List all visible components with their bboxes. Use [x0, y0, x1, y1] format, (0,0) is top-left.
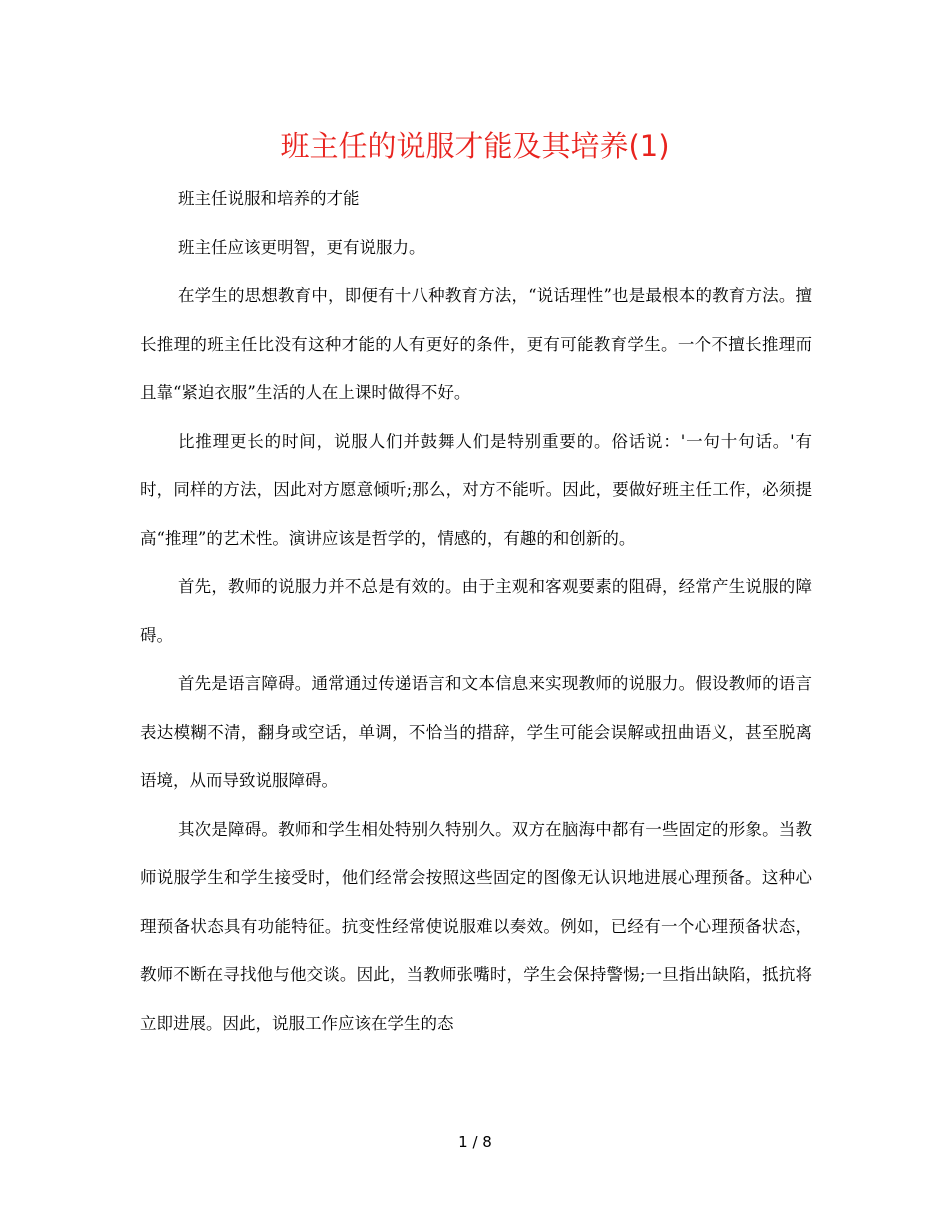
- paragraph: 比推理更长的时间，说服人们并鼓舞人们是特别重要的。俗话说：'一句十句话。'有时，同样的方法，因此对方愿意倾听;那么，对方不能听。因此，要做好班主任工作，必须提高“推理”的艺术性。演讲应该是哲学的，情感的，有趣的和创新的。: [140, 431, 812, 548]
- paragraph: 在学生的思想教育中，即便有十八种教育方法，“说话理性”也是最根本的教育方法。擅长推理的班主任比没有这种才能的人有更好的条件，更有可能教育学生。一个不擅长推理而且靠“紧迫衣服”生活的人在上课时做得不好。: [140, 286, 812, 402]
- paragraph: 首先，教师的说服力并不总是有效的。由于主观和客观要素的阻碍，经常产生说服的障碍。: [140, 577, 812, 645]
- paragraph: 班主任应该更明智，更有说服力。: [177, 237, 426, 257]
- document-body: [140, 175, 812, 1048]
- page-number: 1 / 8: [458, 1133, 492, 1151]
- paragraph: 班主任说服和培养的才能: [177, 189, 360, 208]
- paragraph: 首先是语言障碍。通常通过传递语言和文本信息来实现教师的说服力。假设教师的语言表达模糊不清，翻身或空话，单调，不恰当的措辞，学生可能会误解或扭曲语义，甚至脱离语境，从而导致说服障碍。: [140, 674, 812, 790]
- paragraph: 其次是障碍。教师和学生相处特别久特别久。双方在脑海中都有一些固定的形象。当教师说服学生和学生接受时，他们经常会按照这些固定的图像无认识地进展心理预备。这种心理预备状态具有功能特征。抗变性经常使说服难以奏效。例如，已经有一个心理预备状态，教师不断在寻找他与他交谈。因此，当教师张嘴时，学生会保持警惕;一旦指出缺陷，抵抗将立即进展。因此，说服工作应该在学生的态: [140, 819, 812, 1033]
- document-title: 班主任的说服才能及其培养(1): [280, 129, 670, 163]
